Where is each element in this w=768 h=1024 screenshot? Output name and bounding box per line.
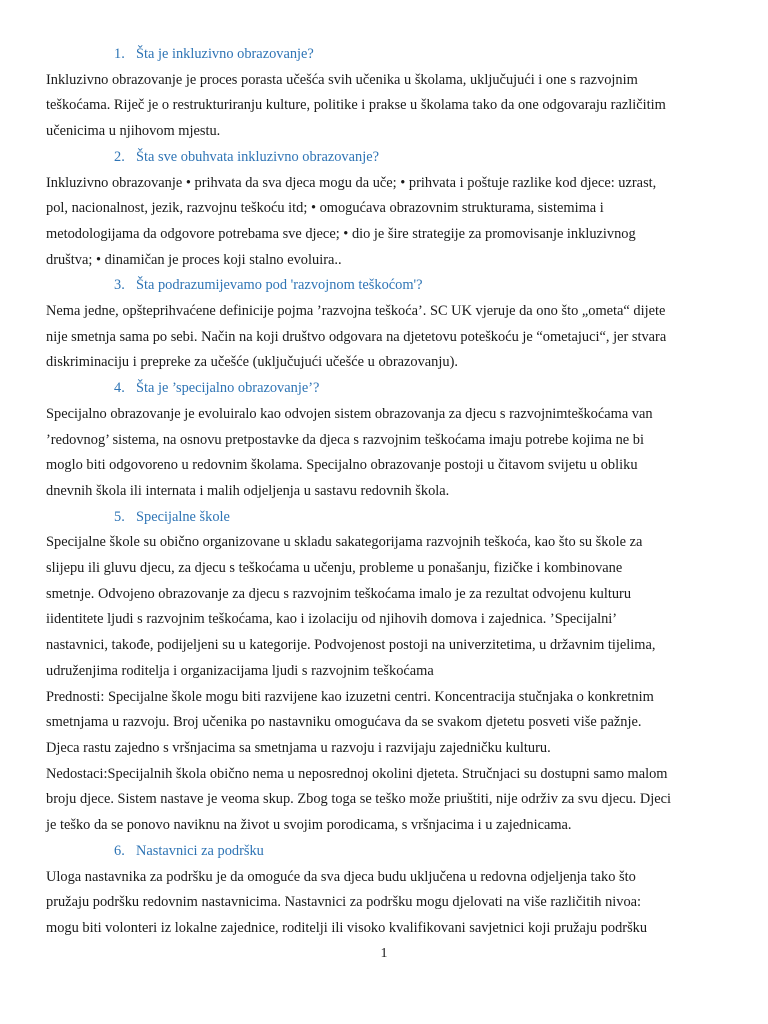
text-line: moglo biti odgovoreno u redovnim školama. Specijalno obrazovanje postoji u čitavom svijetu u obliku — [46, 457, 638, 474]
section-title: Nastavnici za podršku — [136, 842, 264, 859]
section-heading — [46, 42, 726, 68]
section-number: 6. — [114, 842, 125, 859]
section-heading — [46, 376, 726, 402]
text-line: smetnjama u razvoju. Broj učenika po nastavniku omogućava da se svakom djetetu posveti više pažnje. — [46, 714, 642, 731]
section-title: Specijalne škole — [136, 508, 230, 525]
section-title: Šta sve obuhvata inkluzivno obrazovanje? — [136, 148, 379, 165]
body-paragraph — [46, 171, 726, 274]
document-page — [46, 42, 726, 942]
text-line: mogu biti volonteri iz lokalne zajednice, roditelji ili visoko kvalifikovani savjetnici koji pružaju podršku — [46, 919, 648, 936]
body-paragraph — [46, 299, 726, 376]
section-heading — [46, 273, 726, 299]
text-line: ’redovnog’ sistema, na osnovu pretpostavke da djeca s razvojnim teškoćama imaju potrebe kojima ne bi — [46, 431, 644, 448]
text-line: dnevnih škola ili internata i malih odjeljenja u sastavu redovnih škola. — [46, 482, 450, 499]
text-line: Djeca rastu zajedno s vršnjacima sa smetnjama u razvoju i razvijaju zajedničku kulturu. — [46, 739, 551, 756]
section-heading — [46, 839, 726, 865]
page-number: 1 — [380, 946, 388, 961]
body-paragraph — [46, 865, 726, 942]
section-number: 1. — [114, 46, 125, 62]
text-line: Nedostaci:Specijalnih škola obično nema u neposrednoj okolini djeteta. Stručnjaci su dostupni samo malom — [46, 765, 668, 782]
text-line: učenicima u njihovom mjestu. — [46, 123, 221, 140]
text-line: nije smetnja sama po sebi. Način na koji društvo odgovara na djetetovu poteškoću je “ometajuci“, jer stvara — [46, 328, 667, 345]
text-line: broju djece. Sistem nastave je veoma skup. Zbog toga se teško može priuštiti, nije održiv za svu djecu. Djeci — [46, 791, 672, 808]
body-paragraph — [46, 68, 726, 145]
text-line: Nema jedne, opšteprihvaćene definicije pojma ’razvojna teškoća’. SC UK vjeruje da ono što „ometa“ dijete — [46, 303, 666, 320]
text-line: Specijalne škole su obično organizovane u skladu sakategorijama razvojnih teškoća, kao što su škole za — [46, 534, 643, 551]
text-line: smetnje. Odvojeno obrazovanje za djecu s razvojnim teškoćama imalo je za rezultat odvojenu kulturu — [46, 585, 632, 602]
text-line: diskriminaciju i prepreke za učešće (uključujući učešće u obrazovanju). — [46, 354, 458, 371]
body-paragraph — [46, 530, 726, 684]
text-line: udruženjima roditelja i organizacijama ljudi s razvojnim teškoćama — [46, 662, 434, 679]
section-title: Šta je inkluzivno obrazovanje? — [136, 46, 314, 62]
section-heading — [46, 145, 726, 171]
body-paragraph — [46, 402, 726, 505]
text-line: Prednosti: Specijalne škole mogu biti razvijene kao izuzetni centri. Koncentracija stučnjaka o konkretnim — [46, 688, 654, 705]
text-line: slijepu ili gluvu djecu, za djecu s teškoćama u učenju, probleme u ponašanju, fizičke i kombinovane — [46, 560, 623, 577]
section-number: 5. — [114, 508, 125, 525]
text-line: Inkluzivno obrazovanje je proces porasta učešća svih učenika u školama, uključujući i one s razvojnim — [46, 71, 638, 88]
section-title: Šta je ’specijalno obrazovanje’? — [136, 380, 320, 397]
section-heading — [46, 505, 726, 531]
text-line: metodologijama da odgovore potrebama sve djece; • dio je šire strategije za promovisanje inkluzivnog — [46, 225, 636, 242]
body-paragraph — [46, 685, 726, 762]
text-line: teškoćama. Riječ je o restrukturiranju kulture, politike i prakse u školama tako da one odgovaraju različitim — [46, 97, 666, 114]
text-line: pružaju podršku redovnim nastavnicima. Nastavnici za podršku mogu djelovati na više različitih nivoa: — [46, 894, 642, 911]
text-line: društva; • dinamičan je proces koji stalno evoluira.. — [46, 251, 342, 268]
text-line: iidentitete ljudi s razvojnim teškoćama, kao i izolaciju od njihovih domova i zajednica. ’Specijalni’ — [46, 611, 618, 628]
section-title: Šta podrazumijevamo pod 'razvojnom teškoćom'? — [136, 277, 423, 294]
section-number: 3. — [114, 277, 125, 294]
section-number: 2. — [114, 148, 125, 165]
body-paragraph — [46, 762, 726, 839]
text-line: Inkluzivno obrazovanje • prihvata da sva djeca mogu da uče; • prihvata i poštuje razlike kod djece: uzrast, — [46, 174, 657, 191]
text-line: Specijalno obrazovanje je evoluiralo kao odvojen sistem obrazovanja za djecu s razvojnimteškoćama van — [46, 405, 653, 422]
text-line: nastavnici, takođe, podijeljeni su u kategorije. Podvojenost postoji na univerzitetima, u državnim tijelima, — [46, 637, 656, 654]
text-line: Uloga nastavnika za podršku je da omoguće da sva djeca budu uključena u redovna odjeljenja tako što — [46, 868, 636, 885]
text-line: pol, nacionalnost, jezik, razvojnu teškoću itd; • omogućava obrazovnim strukturama, sistemima i — [46, 200, 604, 217]
section-number: 4. — [114, 380, 125, 397]
text-line: je teško da se ponovo naviknu na život u svojim porodicama, s vršnjacima i u zajednicama. — [46, 817, 572, 834]
